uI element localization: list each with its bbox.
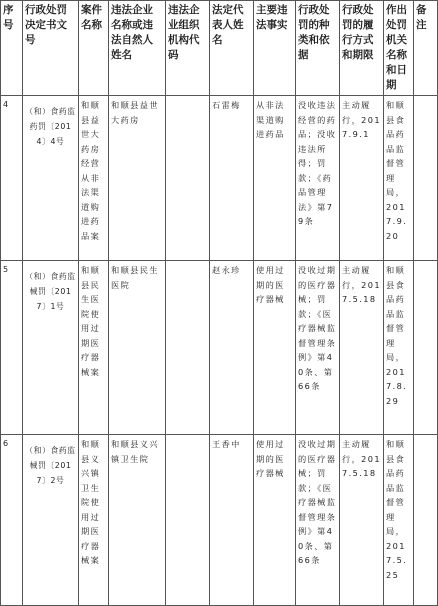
remarks bbox=[414, 96, 438, 261]
org-code bbox=[166, 261, 210, 435]
header-cell: 行政处罚决定书文号 bbox=[23, 1, 79, 96]
remarks bbox=[414, 261, 438, 435]
violation-facts: 从非法渠道购进药品 bbox=[254, 96, 296, 261]
header-cell: 行政处罚的种类和依据 bbox=[296, 1, 340, 96]
legal-representative: 赵永珍 bbox=[210, 261, 254, 435]
header-cell: 行政处罚的履行方式和期限 bbox=[340, 1, 384, 96]
header-cell: 法定代表人姓名 bbox=[210, 1, 254, 96]
execution-method: 主动履行，2017.5.18 bbox=[340, 261, 384, 435]
header-row bbox=[1, 1, 438, 96]
header-cell: 案件名称 bbox=[79, 1, 109, 96]
table-row bbox=[1, 261, 438, 435]
header-cell: 序号 bbox=[1, 1, 23, 96]
authority-and-date: 和顺县食品药品监督管理局，2017.5.25 bbox=[384, 435, 414, 606]
execution-method: 主动履行，2017.9.1 bbox=[340, 96, 384, 261]
violation-facts: 使用过期的医疗器械 bbox=[254, 261, 296, 435]
legal-representative: 王香中 bbox=[210, 435, 254, 606]
decision-number: （和）食药监械罚〔2017〕2号 bbox=[23, 435, 79, 606]
execution-method: 主动履行，2017.5.18 bbox=[340, 435, 384, 606]
penalty-basis: 没收过期的医疗器械；罚款；《医疗器械监督管理条例》第40条、第66条 bbox=[296, 261, 340, 435]
penalty-basis: 没收违法经营的药品；没收违法所得；罚款；《药品管理法》第79条 bbox=[296, 96, 340, 261]
case-name: 和顺县义兴镇卫生院使用过期医疗器械案 bbox=[79, 435, 109, 606]
legal-representative: 石雷梅 bbox=[210, 96, 254, 261]
header-cell: 违法企业名称或违法自然人姓名 bbox=[109, 1, 166, 96]
case-name: 和顺县民生医院使用过期医疗器械案 bbox=[79, 261, 109, 435]
case-name: 和顺县益世大药房经营从非法渠道购进药品案 bbox=[79, 96, 109, 261]
header-cell: 作出处罚机关名称和日期 bbox=[384, 1, 414, 96]
row-number: 6 bbox=[1, 435, 23, 606]
org-code bbox=[166, 96, 210, 261]
violation-facts: 使用过期的医疗器械 bbox=[254, 435, 296, 606]
row-number: 5 bbox=[1, 261, 23, 435]
party-name: 和顺县民生医院 bbox=[109, 261, 166, 435]
org-code bbox=[166, 435, 210, 606]
header-cell: 主要违法事实 bbox=[254, 1, 296, 96]
remarks bbox=[414, 435, 438, 606]
header-cell: 违法企业组织机构代码 bbox=[166, 1, 210, 96]
table-row bbox=[1, 96, 438, 261]
authority-and-date: 和顺县食品药品监督管理局，2017.8.29 bbox=[384, 261, 414, 435]
party-name: 和顺县义兴镇卫生院 bbox=[109, 435, 166, 606]
authority-and-date: 和顺县食品药品监督管理局，2017.9.20 bbox=[384, 96, 414, 261]
party-name: 和顺县益世大药房 bbox=[109, 96, 166, 261]
decision-number: （和）食药监药罚〔2014〕4号 bbox=[23, 96, 79, 261]
header-cell: 备注 bbox=[414, 1, 438, 96]
row-number: 4 bbox=[1, 96, 23, 261]
penalty-basis: 没收过期的医疗器械；罚款；《医疗器械监督管理条例》第40条、第66条 bbox=[296, 435, 340, 606]
table-row bbox=[1, 435, 438, 606]
decision-number: （和）食药监械罚〔2017〕1号 bbox=[23, 261, 79, 435]
